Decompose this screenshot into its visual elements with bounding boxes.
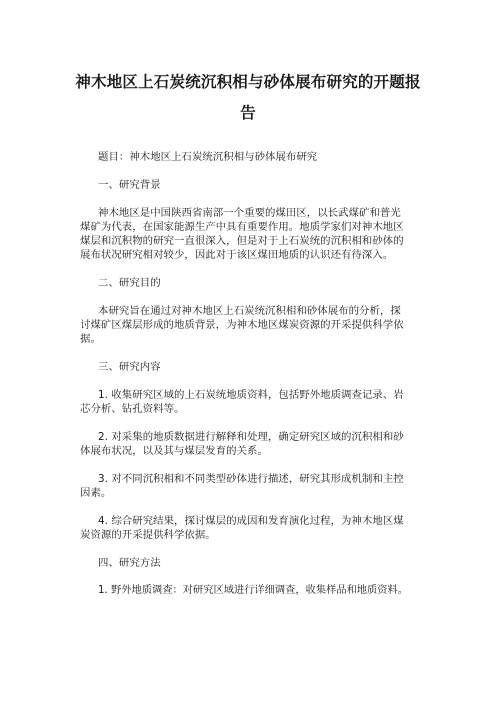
content-item-2-line-1: 2. 对采集的地质数据进行解释和处理，确定研究区域的沉积相和砂 <box>98 431 404 443</box>
document-title-line-1: 神木地区上石炭统沉积相与砂体展布研究的开题报 <box>75 73 421 91</box>
content-item-4-line-2: 炭资源的开采提供科学依据。 <box>80 529 216 541</box>
section-heading-background: 一、研究背景 <box>98 179 161 191</box>
content-item-1-line-1: 1. 收集研究区域的上石炭统地质资料，包括野外地质调查记录、岩 <box>98 389 404 401</box>
content-item-3-line-2: 因素。 <box>80 487 112 499</box>
purpose-para-line: 本研究旨在通过对神木地区上石炭统沉积相和砂体展布的分析，探 <box>98 305 401 317</box>
section-heading-content: 三、研究内容 <box>98 361 161 373</box>
content-item-4-line-1: 4. 综合研究结果，探讨煤层的成因和发育演化过程，为神木地区煤 <box>98 515 404 527</box>
document-title-line-2: 告 <box>240 104 256 122</box>
section-heading-purpose: 二、研究目的 <box>98 277 161 289</box>
background-para-line: 神木地区是中国陕西省南部一个重要的煤田区，以长武煤矿和普光 <box>98 207 401 219</box>
content-item-1-line-2: 芯分析、钻孔资料等。 <box>80 403 185 415</box>
subject-line: 题目：神木地区上石炭统沉积相与砂体展布研究 <box>98 151 318 163</box>
purpose-para-line: 据。 <box>80 333 101 345</box>
method-item-1: 1. 野外地质调查：对研究区域进行详细调查，收集样品和地质资料。 <box>98 585 408 596</box>
section-heading-method: 四、研究方法 <box>98 557 161 569</box>
background-para-line: 煤矿为代表，在国家能源生产中具有重要作用。地质学家们对神木地区 <box>80 221 404 233</box>
content-item-2-line-2: 体展布状况，以及其与煤层发育的关系。 <box>80 445 268 457</box>
background-para-line: 煤层和沉积物的研究一直很深入，但是对于上石炭统的沉积相和砂体的 <box>80 235 404 247</box>
background-para-line: 展布状况研究相对较少，因此对于该区煤田地质的认识还有待深入。 <box>80 249 394 261</box>
purpose-para-line: 讨煤矿区煤层形成的地质背景，为神木地区煤炭资源的开采提供科学依 <box>80 319 404 331</box>
content-item-3-line-1: 3. 对不同沉积相和不同类型砂体进行描述，研究其形成机制和主控 <box>98 473 404 485</box>
